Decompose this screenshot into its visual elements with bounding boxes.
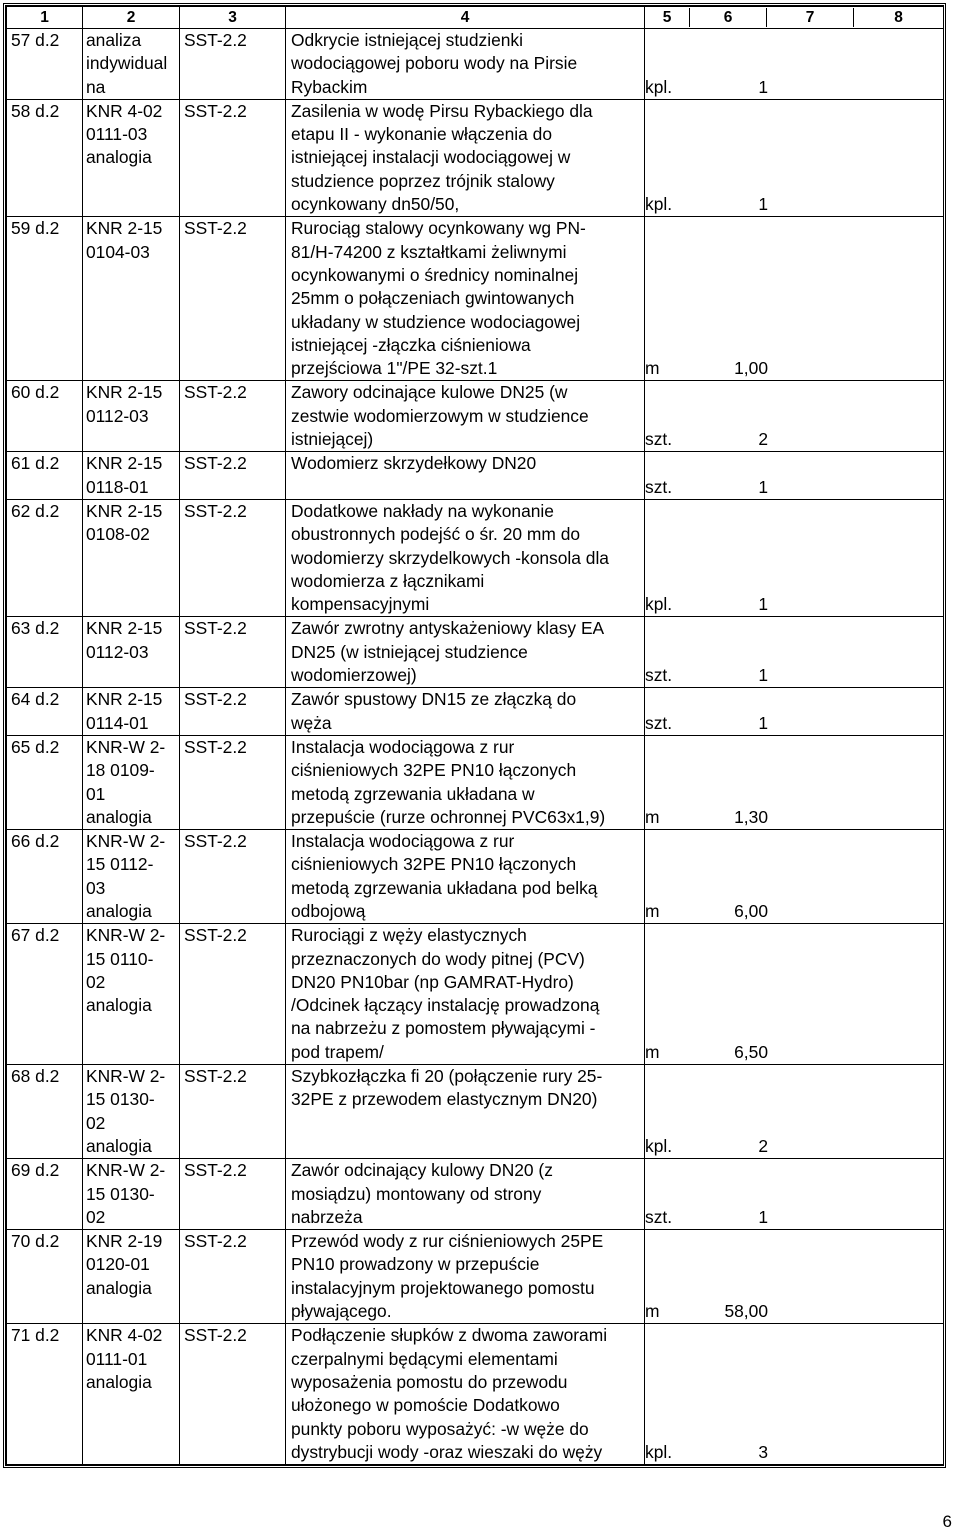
unit: kpl. <box>645 1441 673 1462</box>
item-number: 65 d.2 <box>7 735 83 829</box>
spec-code: SST-2.2 <box>180 29 286 100</box>
unit-quantity-cell <box>645 688 944 736</box>
unit-quantity-cell <box>645 1230 944 1324</box>
unit: m <box>645 900 660 921</box>
quantity: 1 <box>758 1206 768 1227</box>
table-row <box>7 217 944 381</box>
cost-estimate-table-frame <box>3 3 946 1468</box>
unit-quantity-cell <box>645 99 944 216</box>
item-description: Rurociąg stalowy ocynkowany wg PN- 81/H-74200 z kształtkami żeliwnymi ocynkowanymi o średnicy nominalnej 25mm o połączeniach gwintowanych układany w studzience wodociagowej istniejącej -złączka ciśnieniowa przejściowa 1"/PE 32-szt.1 <box>286 217 645 381</box>
unit: szt. <box>645 665 673 686</box>
column-header-row <box>7 7 944 29</box>
item-description: Odkrycie istniejącej studzienki wodociągowej poboru wody na Pirsie Rybackim <box>286 29 645 100</box>
quantity: 1,00 <box>734 358 768 379</box>
item-number: 57 d.2 <box>7 29 83 100</box>
quantity: 6,00 <box>734 900 768 921</box>
spec-code: SST-2.2 <box>180 688 286 736</box>
column-header-1: 1 <box>7 7 83 29</box>
basis-code: KNR 4-02 0111-01 analogia <box>83 1324 180 1465</box>
basis-code: KNR 4-02 0111-03 analogia <box>83 99 180 216</box>
column-header-5-8 <box>645 7 944 29</box>
item-number: 60 d.2 <box>7 381 83 452</box>
item-description: Szybkozłączka fi 20 (połączenie rury 25- 32PE z przewodem elastycznym DN20) <box>286 1065 645 1159</box>
basis-code: KNR-W 2- 18 0109- 01 analogia <box>83 735 180 829</box>
unit: kpl. <box>645 76 673 97</box>
item-description: Rurociągi z węży elastycznych przeznaczonych do wody pitnej (PCV) DN20 PN10bar (np GAMRAT-Hydro) /Odcinek łączący instalację prowadzoną na nabrzeżu z pomostem pływającymi - pod trapem/ <box>286 924 645 1065</box>
table-row <box>7 688 944 736</box>
unit: kpl. <box>645 194 673 215</box>
basis-code: analiza indywidual na <box>83 29 180 100</box>
unit: szt. <box>645 476 673 497</box>
item-number: 58 d.2 <box>7 99 83 216</box>
quantity: 3 <box>758 1441 768 1462</box>
unit-quantity-cell <box>645 499 944 616</box>
basis-code: KNR-W 2- 15 0110- 02 analogia <box>83 924 180 1065</box>
table-row <box>7 1065 944 1159</box>
unit: kpl. <box>645 594 673 615</box>
unit-quantity-cell <box>645 735 944 829</box>
table-row <box>7 499 944 616</box>
unit-quantity-cell <box>645 381 944 452</box>
item-number: 62 d.2 <box>7 499 83 616</box>
basis-code: KNR-W 2- 15 0130- 02 analogia <box>83 1065 180 1159</box>
spec-code: SST-2.2 <box>180 1230 286 1324</box>
unit: m <box>645 806 660 827</box>
table-body <box>7 29 944 1465</box>
column-header-8: 8 <box>894 9 903 26</box>
table-row <box>7 830 944 924</box>
item-description: Zawory odcinające kulowe DN25 (w zestwie wodomierzowym w studzience istniejącej) <box>286 381 645 452</box>
spec-code: SST-2.2 <box>180 617 286 688</box>
spec-code: SST-2.2 <box>180 217 286 381</box>
item-description: Zawór spustowy DN15 ze złączką do węża <box>286 688 645 736</box>
basis-code: KNR 2-15 0112-03 <box>83 617 180 688</box>
quantity: 1 <box>758 712 768 733</box>
unit: kpl. <box>645 1135 673 1156</box>
unit: szt. <box>645 429 673 450</box>
unit-quantity-cell <box>645 217 944 381</box>
cost-estimate-table <box>6 6 944 1465</box>
item-number: 69 d.2 <box>7 1159 83 1230</box>
item-description: Zawór zwrotny antyskażeniowy klasy EA DN25 (w istniejącej studzience wodomierzowej) <box>286 617 645 688</box>
unit-quantity-cell <box>645 29 944 100</box>
item-number: 67 d.2 <box>7 924 83 1065</box>
column-header-7: 7 <box>767 8 854 27</box>
quantity: 6,50 <box>734 1041 768 1062</box>
basis-code: KNR 2-15 0108-02 <box>83 499 180 616</box>
item-description: Przewód wody z rur ciśnieniowych 25PE PN10 prowadzony w przepuście instalacyjnym projektowanego pomostu pływającego. <box>286 1230 645 1324</box>
table-row <box>7 617 944 688</box>
item-number: 64 d.2 <box>7 688 83 736</box>
basis-code: KNR 2-15 0118-01 <box>83 452 180 500</box>
unit: m <box>645 358 660 379</box>
unit-quantity-cell <box>645 1159 944 1230</box>
column-header-2: 2 <box>83 7 180 29</box>
unit-quantity-cell <box>645 830 944 924</box>
item-number: 70 d.2 <box>7 1230 83 1324</box>
item-number: 66 d.2 <box>7 830 83 924</box>
unit-quantity-cell <box>645 452 944 500</box>
table-row <box>7 381 944 452</box>
quantity: 1 <box>758 594 768 615</box>
table-row <box>7 735 944 829</box>
spec-code: SST-2.2 <box>180 830 286 924</box>
basis-code: KNR 2-15 0114-01 <box>83 688 180 736</box>
column-header-4: 4 <box>286 7 645 29</box>
column-header-3: 3 <box>180 7 286 29</box>
spec-code: SST-2.2 <box>180 1159 286 1230</box>
unit-quantity-cell <box>645 617 944 688</box>
basis-code: KNR 2-15 0112-03 <box>83 381 180 452</box>
item-number: 68 d.2 <box>7 1065 83 1159</box>
item-description: Zasilenia w wodę Pirsu Rybackiego dla etapu II - wykonanie włączenia do istniejącej instalacji wodociągowej w studzience poprzez trójnik stalowy ocynkowany dn50/50, <box>286 99 645 216</box>
column-header-6: 6 <box>690 8 767 27</box>
item-number: 59 d.2 <box>7 217 83 381</box>
basis-code: KNR 2-15 0104-03 <box>83 217 180 381</box>
basis-code: KNR-W 2- 15 0112- 03 analogia <box>83 830 180 924</box>
spec-code: SST-2.2 <box>180 924 286 1065</box>
item-number: 61 d.2 <box>7 452 83 500</box>
unit-quantity-cell <box>645 1065 944 1159</box>
spec-code: SST-2.2 <box>180 735 286 829</box>
item-description: Instalacja wodociągowa z rur ciśnieniowych 32PE PN10 łączonych metodą zgrzewania układana pod belką odbojową <box>286 830 645 924</box>
table-row <box>7 1324 944 1465</box>
item-description: Instalacja wodociągowa z rur ciśnieniowych 32PE PN10 łączonych metodą zgrzewania układana w przepuście (rurze ochronnej PVC63x1,9) <box>286 735 645 829</box>
table-row <box>7 29 944 100</box>
item-number: 63 d.2 <box>7 617 83 688</box>
item-description: Zawór odcinający kulowy DN20 (z mosiądzu) montowany od strony nabrzeża <box>286 1159 645 1230</box>
table-row <box>7 924 944 1065</box>
spec-code: SST-2.2 <box>180 99 286 216</box>
basis-code: KNR-W 2- 15 0130- 02 <box>83 1159 180 1230</box>
unit: szt. <box>645 712 673 733</box>
item-description: Dodatkowe nakłady na wykonanie obustronnych podejść o śr. 20 mm do wodomierzy skrzydelkowych -konsola dla wodomierza z łącznikami kompensacyjnymi <box>286 499 645 616</box>
spec-code: SST-2.2 <box>180 452 286 500</box>
item-description: Wodomierz skrzydełkowy DN20 <box>286 452 645 500</box>
unit: m <box>645 1041 660 1062</box>
item-description: Podłączenie słupków z dwoma zaworami czerpalnymi będącymi elementami wyposażenia pomostu do przewodu ułożonego w pomoście Dodatkowo punkty poboru wyposażyć: -w wężе do dystrybucji wody -oraz wieszaki do węży <box>286 1324 645 1465</box>
page-number: 6 <box>942 1512 952 1531</box>
quantity: 1,30 <box>734 806 768 827</box>
quantity: 1 <box>758 476 768 497</box>
unit: m <box>645 1301 660 1322</box>
spec-code: SST-2.2 <box>180 1065 286 1159</box>
quantity: 58,00 <box>724 1301 768 1322</box>
spec-code: SST-2.2 <box>180 381 286 452</box>
quantity: 2 <box>758 1135 768 1156</box>
table-row <box>7 1159 944 1230</box>
table-row <box>7 452 944 500</box>
quantity: 1 <box>758 665 768 686</box>
column-header-5: 5 <box>645 8 690 27</box>
basis-code: KNR 2-19 0120-01 analogia <box>83 1230 180 1324</box>
spec-code: SST-2.2 <box>180 1324 286 1465</box>
table-row <box>7 1230 944 1324</box>
item-number: 71 d.2 <box>7 1324 83 1465</box>
quantity: 1 <box>758 194 768 215</box>
table-row <box>7 99 944 216</box>
unit-quantity-cell <box>645 1324 944 1465</box>
spec-code: SST-2.2 <box>180 499 286 616</box>
quantity: 1 <box>758 76 768 97</box>
unit-quantity-cell <box>645 924 944 1065</box>
unit: szt. <box>645 1206 673 1227</box>
quantity: 2 <box>758 429 768 450</box>
